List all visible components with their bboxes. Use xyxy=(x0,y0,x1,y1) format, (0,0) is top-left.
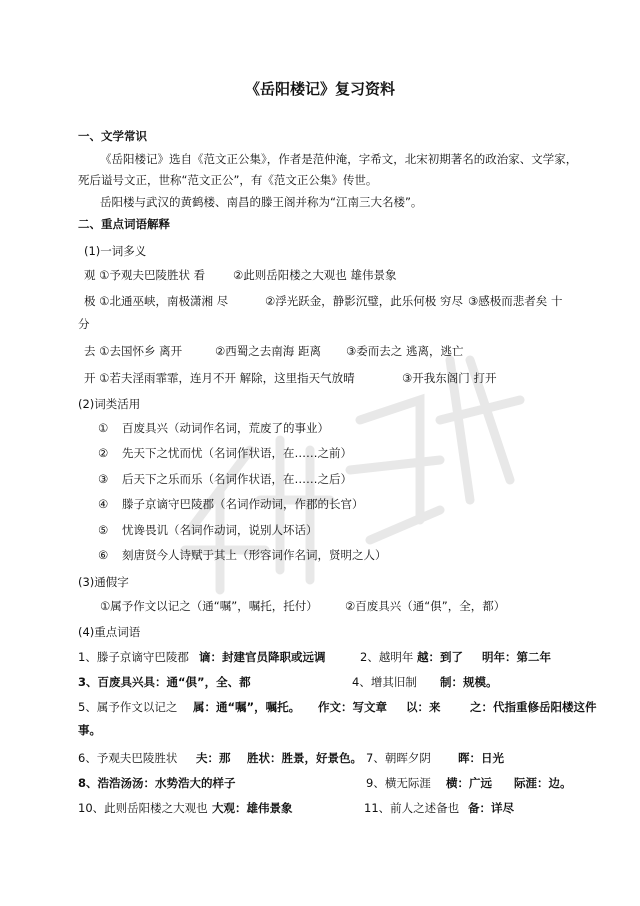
list-item: 忧谗畏讥（名词作动词，说别人坏话） xyxy=(122,523,318,537)
polysemy-entry: 极 ①北通巫峡，南极潇湘 尽 xyxy=(84,294,229,308)
keyword-entry: 4、增其旧制 xyxy=(352,675,417,689)
list-item: 先天下之忧而忧（名词作状语，在……之前） xyxy=(122,446,352,460)
subheading-tongjia: (3)通假字 xyxy=(78,575,129,589)
list-item: 滕子京谪守巴陵郡（名词作动词，作郡的长官） xyxy=(122,497,364,511)
list-item-number: ② xyxy=(98,446,109,460)
keyword-definition: 备：详尽 xyxy=(468,801,514,815)
polysemy-entry: ②浮光跃金，静影沉璧，此乐何极 穷尽 xyxy=(265,294,463,308)
section-heading-vocabulary: 二、重点词语解释 xyxy=(78,217,170,231)
keyword-entry: 6、予观夫巴陵胜状 xyxy=(78,751,178,765)
list-item: 刻唐贤今人诗赋于其上（形容词作名词，贤明之人） xyxy=(122,548,387,562)
keyword-definition: 之：代指重修岳阳楼这件 xyxy=(470,700,597,714)
polysemy-entry: 分 xyxy=(78,317,90,331)
list-item-number: ⑤ xyxy=(98,523,109,537)
keyword-entry: 2、越明年 xyxy=(360,650,414,664)
keyword-entry: 8、浩浩汤汤：水势浩大的样子 xyxy=(78,776,236,790)
keyword-definition: 大观：雄伟景象 xyxy=(212,801,293,815)
keyword-entry: 3、百废具兴具：通“俱”，全、都 xyxy=(78,675,251,689)
list-item-number: ① xyxy=(98,421,109,435)
keyword-definition: 明年：第二年 xyxy=(482,650,551,664)
keyword-entry: 7、朝晖夕阴 xyxy=(366,751,431,765)
keyword-entry: 11、前人之述备也 xyxy=(364,801,460,815)
keyword-definition: 谪：封建官员降职或远调 xyxy=(199,650,326,664)
keyword-definition: 事。 xyxy=(78,723,101,737)
polysemy-entry: 观 ①予观夫巴陵胜状 看 xyxy=(84,268,206,282)
keyword-entry: 1、滕子京谪守巴陵郡 xyxy=(78,650,189,664)
polysemy-entry: ③委而去之 逃离，逃亡 xyxy=(346,344,464,358)
literature-paragraph-line: 岳阳楼与武汉的黄鹤楼、南昌的滕王阁并称为“江南三大名楼”。 xyxy=(100,195,423,209)
list-item-number: ③ xyxy=(98,472,109,486)
keyword-entry: 5、属予作文以记之 xyxy=(78,700,178,714)
keyword-definition: 越：到了 xyxy=(417,650,463,664)
keyword-entry: 10、此则岳阳楼之大观也 xyxy=(78,801,208,815)
polysemy-entry: 去 ①去国怀乡 离开 xyxy=(84,344,183,358)
keyword-definition: 晖：日光 xyxy=(458,751,504,765)
list-item: 百废具兴（动词作名词，荒废了的事业） xyxy=(122,421,329,435)
polysemy-entry: ②此则岳阳楼之大观也 雄伟景象 xyxy=(233,268,397,282)
keyword-definition: 属：通“嘱”，嘱托。 xyxy=(193,700,301,714)
keyword-entry: 9、横无际涯 xyxy=(366,776,431,790)
subheading-word-usage: (2)词类活用 xyxy=(78,397,141,411)
polysemy-entry: ②西蜀之去南海 距离 xyxy=(215,344,321,358)
section-heading-literature: 一、文学常识 xyxy=(78,129,147,143)
keyword-definition: 夫：那 xyxy=(196,751,231,765)
subheading-keywords: (4)重点词语 xyxy=(78,625,141,639)
keyword-definition: 胜状：胜景，好景色。 xyxy=(247,751,362,765)
literature-paragraph-line: 《岳阳楼记》选自《范文正公集》，作者是范仲淹，字希文，北宋初期著名的政治家、文学家， xyxy=(100,152,578,166)
subheading-polysemy: (1)一词多义 xyxy=(84,244,147,258)
page-title: 《岳阳楼记》复习资料 xyxy=(244,80,395,98)
tongjia-entry: ①属予作文以记之（通“嘱”，嘱托，托付） xyxy=(100,599,318,613)
keyword-definition: 作文：写文章 xyxy=(318,700,387,714)
keyword-definition: 制：规模。 xyxy=(440,675,498,689)
literature-paragraph-line: 死后谥号文正，世称“范文正公”，有《范文正公集》传世。 xyxy=(78,173,378,187)
list-item-number: ⑥ xyxy=(98,548,109,562)
polysemy-entry: ③开我东阁门 打开 xyxy=(402,371,497,385)
polysemy-entry: ③感极而悲者矣 十 xyxy=(468,294,563,308)
list-item-number: ④ xyxy=(98,497,109,511)
keyword-definition: 横：广远 xyxy=(446,776,492,790)
tongjia-entry: ②百废具兴（通“俱”，全，都） xyxy=(345,599,506,613)
list-item: 后天下之乐而乐（名词作状语，在……之后） xyxy=(122,472,352,486)
keyword-definition: 以：来 xyxy=(406,700,441,714)
polysemy-entry: 开 ①若夫淫雨霏霏，连月不开 解除，这里指天气放晴 xyxy=(84,371,355,385)
keyword-definition: 际涯：边。 xyxy=(514,776,572,790)
